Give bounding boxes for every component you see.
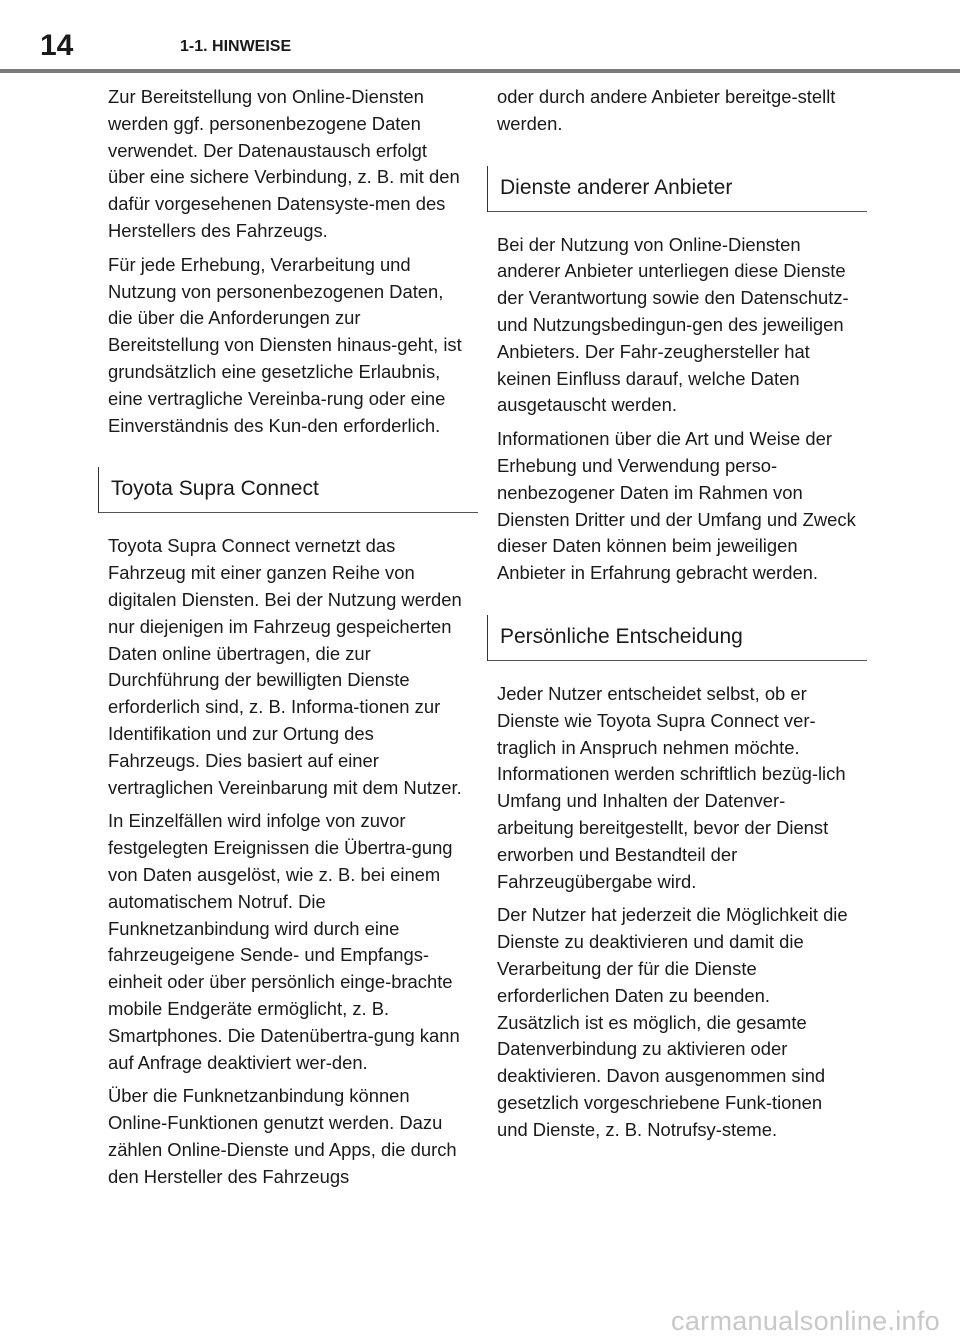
section-title: 1-1. HINWEISE xyxy=(180,38,292,55)
paragraph: Bei der Nutzung von Online-Diensten anderer Anbieter unterliegen diese Dienste der Verantwortung sowie den Datenschutz- und Nutzungsbedingun-gen des jeweiligen Anbieters. Der Fahr-zeughersteller hat keinen Einfluss darauf, welche Daten ausgetauscht werden. xyxy=(497,233,849,416)
header-divider xyxy=(0,69,960,73)
right-column xyxy=(497,84,857,1151)
page-header xyxy=(0,0,960,74)
section-heading-toyota-supra-connect: Toyota Supra Connect xyxy=(98,467,468,513)
paragraph: oder durch andere Anbieter bereitge-stellt werden. xyxy=(497,86,836,134)
paragraph: Über die Funknetzanbindung können Online-Funktionen genutzt werden. Dazu zählen Online-Dienste und Apps, die durch den Hersteller des Fahrzeugs xyxy=(108,1085,457,1187)
section-heading-persoenliche-entscheidung: Persönliche Entscheidung xyxy=(487,615,857,661)
section-heading-dienste-anderer-anbieter: Dienste anderer Anbieter xyxy=(487,166,857,212)
left-column xyxy=(108,84,468,1197)
page-number: 14 xyxy=(40,29,74,62)
paragraph: Toyota Supra Connect vernetzt das Fahrzeug mit einer ganzen Reihe von digitalen Diensten. Bei der Nutzung werden nur diejenigen im Fahrzeug gespeicherten Daten online übertragen, die zur Durchführung der bewilligten Dienste erforderlich sind, z. B. Informa-tionen zur Identifikation und zur Ortung des Fahrzeugs. Dies basiert auf einer vertraglichen Vereinbarung mit dem Nutzer. xyxy=(108,535,462,798)
paragraph: Der Nutzer hat jederzeit die Möglichkeit die Dienste zu deaktivieren und damit die Verarbeitung der für die Dienste erforderlichen Daten zu beenden. Zusätzlich ist es möglich, die gesamte Datenverbindung zu aktivieren oder deaktivieren. Davon ausgenommen sind gesetzlich vorgeschriebene Funk-tionen und Dienste, z. B. Notrufsy-steme. xyxy=(497,904,848,1140)
paragraph: Zur Bereitstellung von Online-Diensten werden ggf. personenbezogene Daten verwendet. Der Datenaustausch erfolgt über eine sichere Verbindung, z. B. mit den dafür vorgesehenen Datensyste-men des Herstellers des Fahrzeugs. xyxy=(108,86,460,241)
watermark: carmanualsonline.info xyxy=(671,1306,940,1336)
paragraph: Jeder Nutzer entscheidet selbst, ob er Dienste wie Toyota Supra Connect ver-traglich in Anspruch nehmen möchte. Informationen werden schriftlich bezüg-lich Umfang und Inhalten der Datenver-arbeitung bereitgestellt, bevor der Dienst erworben und Bestandteil der Fahrzeugübergabe wird. xyxy=(497,682,846,892)
paragraph: Für jede Erhebung, Verarbeitung und Nutzung von personenbezogenen Daten, die über die Anforderungen zur Bereitstellung von Diensten hinaus-geht, ist grundsätzlich eine gesetzliche Erlaubnis, eine vertragliche Vereinba-rung oder eine Einverständnis des Kun-den erforderlich. xyxy=(108,253,462,436)
paragraph: Informationen über die Art und Weise der Erhebung und Verwendung perso-nenbezogener Daten im Rahmen von Diensten Dritter und der Umfang und Zweck dieser Daten können beim jeweiligen Anbieter in Erfahrung gebracht werden. xyxy=(497,428,856,584)
paragraph: In Einzelfällen wird infolge von zuvor festgelegten Ereignissen die Übertra-gung von Daten ausgelöst, wie z. B. bei einem automatischem Notruf. Die Funknetzanbindung wird durch eine fahrzeugeigene Sende- und Empfangs-einheit oder über persönlich einge-brachte mobile Endgeräte ermöglicht, z. B. Smartphones. Die Datenübertra-gung kann auf Anfrage deaktiviert wer-den. xyxy=(108,810,460,1073)
